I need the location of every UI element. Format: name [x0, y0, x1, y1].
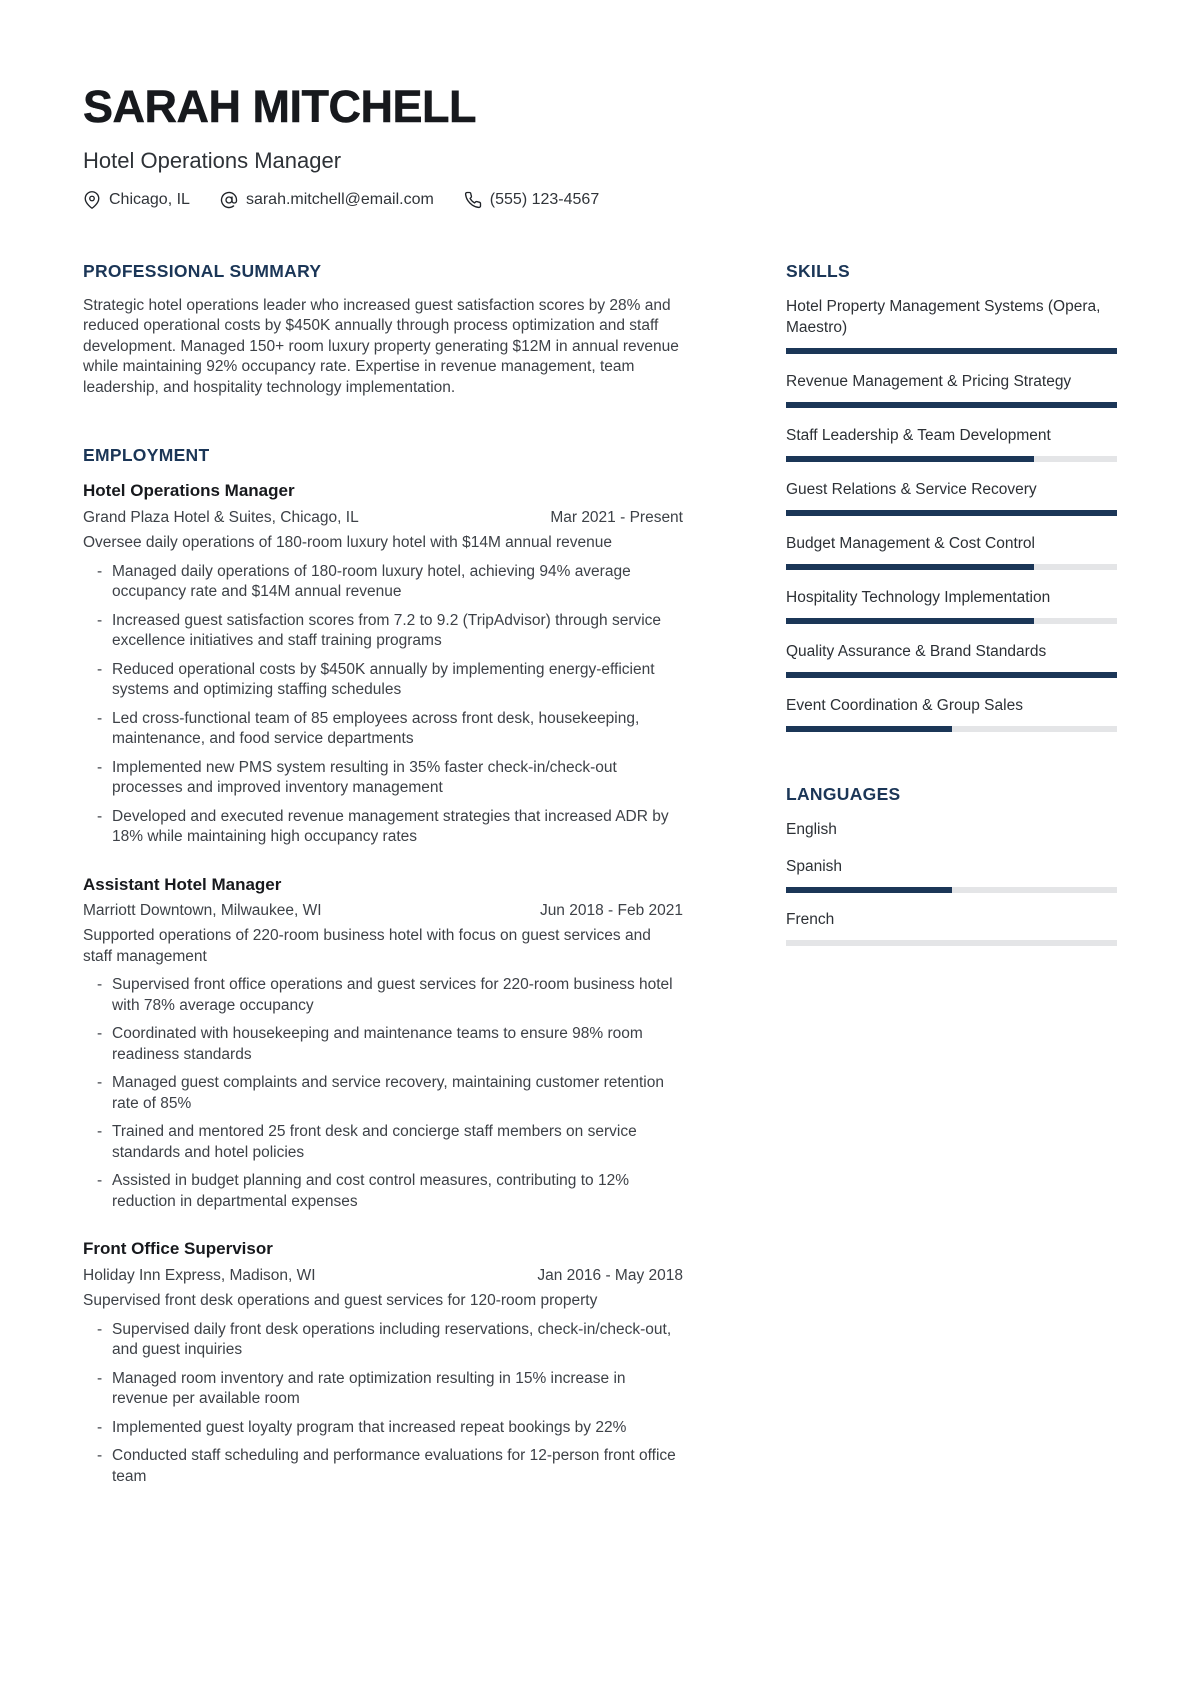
job-company: Marriott Downtown, Milwaukee, WI — [83, 901, 322, 919]
person-headline: Hotel Operations Manager — [83, 147, 342, 173]
rated-item-label: Event Coordination & Group Sales — [786, 696, 1023, 714]
job-title: Hotel Operations Manager — [83, 481, 295, 501]
skill-list — [786, 296, 1117, 732]
bullet-marker: - — [97, 1369, 103, 1387]
sidebar-column — [786, 261, 1117, 1487]
job-bullet — [83, 562, 683, 603]
level-bar-fill — [786, 402, 1117, 408]
job-dates: Jun 2018 - Feb 2021 — [539, 901, 683, 919]
bullet-marker: - — [97, 660, 103, 678]
bullet-marker: - — [97, 562, 103, 580]
bullet-marker: - — [97, 1172, 103, 1190]
job-bullet — [83, 709, 683, 750]
language-item — [786, 856, 1117, 893]
rated-item-label: Staff Leadership & Team Development — [786, 426, 1051, 444]
contact-item — [220, 191, 434, 209]
language-item — [786, 819, 1117, 840]
level-bar-fill — [786, 510, 1117, 516]
job-bullet-list — [83, 975, 683, 1212]
bullet-text: Coordinated with housekeeping and maintenance teams to ensure 98% room readiness standards — [112, 1025, 643, 1063]
bullet-marker: - — [97, 1025, 103, 1043]
content-columns — [83, 261, 1117, 1487]
bullet-text: Supervised front office operations and guest services for 220-room business hotel with 78% average occupancy — [112, 976, 673, 1014]
job-meta-row — [83, 1266, 683, 1287]
level-bar-track — [786, 402, 1117, 408]
bullet-text: Implemented new PMS system resulting in 35% faster check-in/check-out processes and improved inventory management — [112, 758, 617, 797]
level-bar-track — [786, 887, 1117, 893]
professional-summary-section — [83, 261, 683, 399]
level-bar-track — [786, 348, 1117, 354]
job-list — [83, 480, 683, 1487]
level-bar-fill — [786, 672, 1117, 678]
bullet-text: Conducted staff scheduling and performance evaluations for 12-person front office team — [112, 1447, 676, 1485]
skill-item — [786, 371, 1117, 408]
job-bullet — [83, 1446, 683, 1487]
contact-row — [83, 191, 1117, 209]
bullet-text: Supervised daily front desk operations including reservations, check-in/check-out, and guest inquiries — [112, 1320, 672, 1359]
bullet-marker: - — [97, 807, 103, 825]
phone-icon — [464, 191, 482, 209]
contact-text: (555) 123-4567 — [489, 190, 600, 208]
skill-item — [786, 425, 1117, 462]
job-meta-row — [83, 508, 683, 529]
main-column — [83, 261, 683, 1487]
job-bullet-list — [83, 1320, 683, 1488]
contact-text: Chicago, IL — [109, 190, 190, 208]
job-entry — [83, 480, 683, 847]
rated-item-label: Revenue Management & Pricing Strategy — [786, 372, 1072, 390]
skill-item — [786, 587, 1117, 624]
job-title: Front Office Supervisor — [83, 1239, 273, 1259]
job-meta-row — [83, 901, 683, 922]
job-bullet — [83, 611, 683, 652]
level-bar-track — [786, 618, 1117, 624]
location-pin-icon — [83, 191, 101, 209]
rated-item-label: Guest Relations & Service Recovery — [786, 480, 1037, 498]
skill-item — [786, 641, 1117, 678]
bullet-marker: - — [97, 1123, 103, 1141]
bullet-marker: - — [97, 1418, 103, 1436]
job-company: Grand Plaza Hotel & Suites, Chicago, IL — [83, 508, 359, 526]
skill-item — [786, 296, 1117, 354]
job-bullet — [83, 758, 683, 799]
bullet-text: Led cross-functional team of 85 employees across front desk, housekeeping, maintenance, and food service departments — [112, 709, 640, 748]
job-bullet — [83, 1369, 683, 1410]
job-title: Assistant Hotel Manager — [83, 874, 282, 894]
bullet-marker: - — [97, 758, 103, 776]
job-bullet — [83, 660, 683, 701]
skill-item — [786, 479, 1117, 516]
rated-item-label: Budget Management & Cost Control — [786, 534, 1035, 552]
job-bullet — [83, 1418, 683, 1439]
at-sign-icon — [220, 191, 238, 209]
job-dates: Jan 2016 - May 2018 — [537, 1266, 683, 1284]
job-bullet — [83, 1320, 683, 1361]
level-bar-fill — [786, 618, 1034, 624]
level-bar-fill — [786, 887, 952, 893]
job-description: Supervised front desk operations and guest services for 120-room property — [83, 1292, 598, 1310]
bullet-marker: - — [97, 709, 103, 727]
rated-item-label: Quality Assurance & Brand Standards — [786, 642, 1047, 660]
level-bar-fill — [786, 726, 952, 732]
person-name: SARAH MITCHELL — [83, 81, 476, 132]
employment-heading: EMPLOYMENT — [83, 445, 210, 466]
level-bar-track — [786, 726, 1117, 732]
level-bar-fill — [786, 456, 1034, 462]
job-description: Supported operations of 220-room business hotel with focus on guest services and staff management — [83, 927, 651, 965]
job-bullet — [83, 1171, 683, 1212]
bullet-text: Implemented guest loyalty program that increased repeat bookings by 22% — [112, 1418, 627, 1436]
bullet-text: Managed daily operations of 180-room luxury hotel, achieving 94% average occupancy rate and $14M annual revenue — [112, 562, 631, 601]
bullet-marker: - — [97, 1447, 103, 1465]
language-item — [786, 909, 1117, 946]
skills-section — [786, 261, 1117, 732]
level-bar-track — [786, 564, 1117, 570]
summary-heading: PROFESSIONAL SUMMARY — [83, 260, 322, 281]
bullet-text: Assisted in budget planning and cost control measures, contributing to 12% reduction in departmental expenses — [112, 1172, 629, 1210]
job-bullet — [83, 1024, 683, 1065]
job-bullet — [83, 1073, 683, 1114]
bullet-marker: - — [97, 1320, 103, 1338]
bullet-text: Reduced operational costs by $450K annually by implementing energy-efficient systems and optimizing staffing schedules — [112, 660, 655, 699]
bullet-marker: - — [97, 611, 103, 629]
skills-heading: SKILLS — [786, 260, 851, 281]
level-bar-track — [786, 510, 1117, 516]
bullet-text: Managed room inventory and rate optimization resulting in 15% increase in revenue per available room — [112, 1369, 626, 1408]
job-dates: Mar 2021 - Present — [550, 508, 683, 526]
job-entry — [83, 874, 683, 1213]
job-bullet — [83, 975, 683, 1016]
contact-item — [83, 191, 190, 209]
level-bar-track — [786, 940, 1117, 946]
skill-item — [786, 533, 1117, 570]
job-company: Holiday Inn Express, Madison, WI — [83, 1266, 316, 1284]
skill-item — [786, 695, 1117, 732]
contact-text: sarah.mitchell@email.com — [245, 190, 434, 208]
rated-item-label: French — [786, 910, 835, 928]
level-bar-track — [786, 672, 1117, 678]
summary-text: Strategic hotel operations leader who increased guest satisfaction scores by 28% and reduced operational costs by $450K annually through process optimization and staff development. Managed 150+ room luxury property generating $12M in annual revenue while maintaining 92% occupancy rate. Expertise in revenue management, team leadership, and hospitality technology implementation. — [83, 296, 679, 396]
bullet-text: Managed guest complaints and service recovery, maintaining customer retention rate of 85% — [112, 1074, 664, 1112]
employment-section — [83, 445, 683, 1487]
job-bullet-list — [83, 562, 683, 848]
bullet-text: Trained and mentored 25 front desk and concierge staff members on service standards and hotel policies — [112, 1123, 637, 1161]
rated-item-label: Hospitality Technology Implementation — [786, 588, 1051, 606]
rated-item-label: Spanish — [786, 857, 843, 875]
job-bullet — [83, 807, 683, 848]
languages-section — [786, 784, 1117, 946]
languages-heading: LANGUAGES — [786, 783, 901, 804]
contact-item — [464, 191, 599, 209]
bullet-text: Increased guest satisfaction scores from 7.2 to 9.2 (TripAdvisor) through service excellence initiatives and staff training programs — [112, 611, 662, 650]
job-description: Oversee daily operations of 180-room luxury hotel with $14M annual revenue — [83, 534, 613, 552]
bullet-marker: - — [97, 976, 103, 994]
level-bar-fill — [786, 564, 1034, 570]
language-list — [786, 819, 1117, 946]
rated-item-label: Hotel Property Management Systems (Opera, Maestro) — [786, 297, 1101, 336]
job-bullet — [83, 1122, 683, 1163]
bullet-marker: - — [97, 1074, 103, 1092]
level-bar-fill — [786, 348, 1117, 354]
job-entry — [83, 1238, 683, 1487]
rated-item-label: English — [786, 820, 837, 838]
level-bar-track — [786, 456, 1117, 462]
bullet-text: Developed and executed revenue management strategies that increased ADR by 18% while maintaining high occupancy rates — [112, 807, 669, 846]
